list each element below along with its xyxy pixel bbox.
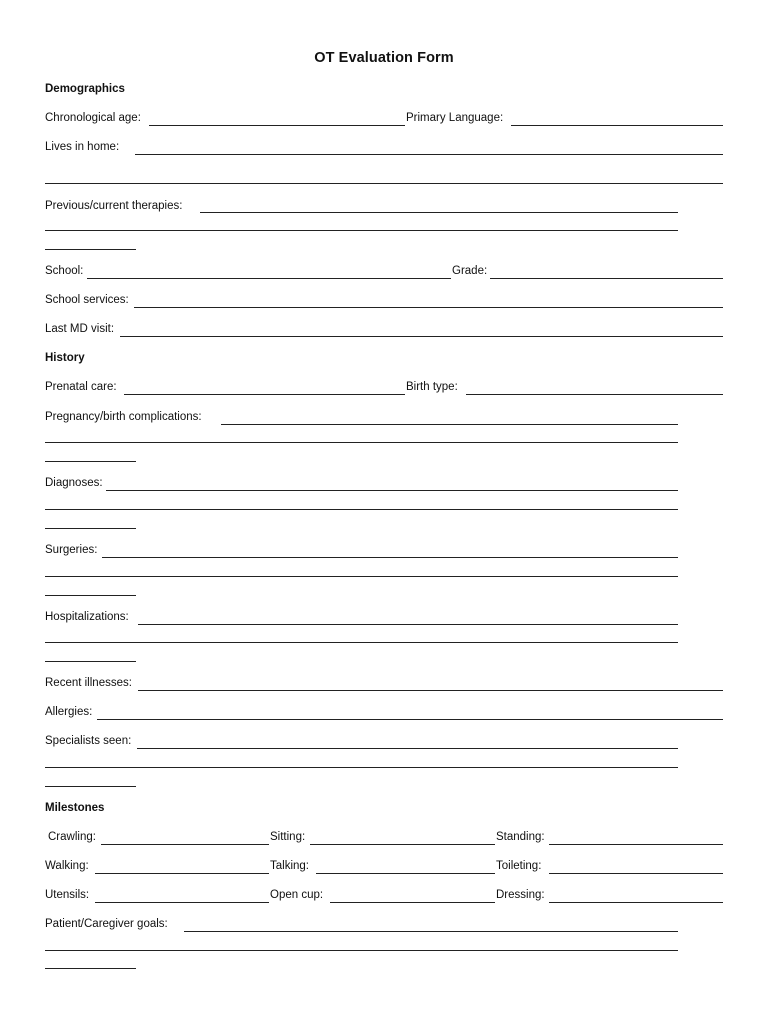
section-heading-history: History <box>45 352 85 364</box>
crawling-label: Crawling: <box>48 831 96 843</box>
school-field[interactable] <box>87 278 451 279</box>
lives-in-home-field-continued[interactable] <box>45 183 723 184</box>
goals-field-line-3[interactable] <box>45 968 136 969</box>
dressing-field[interactable] <box>549 902 723 903</box>
toileting-field[interactable] <box>549 873 723 874</box>
specialists-seen-field-line-2[interactable] <box>45 767 678 768</box>
school-services-field[interactable] <box>134 307 723 308</box>
previous-therapies-field[interactable] <box>200 212 678 213</box>
allergies-label: Allergies: <box>45 706 93 718</box>
primary-language-label: Primary Language: <box>406 112 504 124</box>
sitting-field[interactable] <box>310 844 495 845</box>
birth-type-label: Birth type: <box>406 381 458 393</box>
recent-illnesses-field[interactable] <box>138 690 723 691</box>
form-title: OT Evaluation Form <box>314 50 454 66</box>
surgeries-field-line-2[interactable] <box>45 576 678 577</box>
allergies-field[interactable] <box>97 719 723 720</box>
standing-label: Standing: <box>496 831 545 843</box>
grade-label: Grade: <box>452 265 488 277</box>
pregnancy-complications-label: Pregnancy/birth complications: <box>45 411 202 423</box>
primary-language-field[interactable] <box>511 125 723 126</box>
specialists-seen-label: Specialists seen: <box>45 735 132 747</box>
pregnancy-complications-field-line-3[interactable] <box>45 461 136 462</box>
talking-field[interactable] <box>316 873 495 874</box>
surgeries-field-line-3[interactable] <box>45 595 136 596</box>
hospitalizations-label: Hospitalizations: <box>45 611 129 623</box>
section-heading-demographics: Demographics <box>45 83 125 95</box>
goals-label: Patient/Caregiver goals: <box>45 918 168 930</box>
specialists-seen-field-line-3[interactable] <box>45 786 136 787</box>
dressing-label: Dressing: <box>496 889 545 901</box>
walking-field[interactable] <box>95 873 269 874</box>
diagnoses-label: Diagnoses: <box>45 477 103 489</box>
school-label: School: <box>45 265 84 277</box>
school-services-label: School services: <box>45 294 129 306</box>
pregnancy-complications-field[interactable] <box>221 424 678 425</box>
toileting-label: Toileting: <box>496 860 542 872</box>
previous-therapies-field-line-3[interactable] <box>45 249 136 250</box>
crawling-field[interactable] <box>101 844 269 845</box>
hospitalizations-field-line-2[interactable] <box>45 642 678 643</box>
hospitalizations-field[interactable] <box>138 624 678 625</box>
utensils-label: Utensils: <box>45 889 90 901</box>
surgeries-field[interactable] <box>102 557 678 558</box>
talking-label: Talking: <box>270 860 309 872</box>
open-cup-label: Open cup: <box>270 889 324 901</box>
specialists-seen-field[interactable] <box>137 748 678 749</box>
birth-type-field[interactable] <box>466 394 723 395</box>
lives-in-home-field[interactable] <box>135 154 723 155</box>
diagnoses-field-line-3[interactable] <box>45 528 136 529</box>
grade-field[interactable] <box>490 278 723 279</box>
last-md-visit-label: Last MD visit: <box>45 323 115 335</box>
sitting-label: Sitting: <box>270 831 306 843</box>
utensils-field[interactable] <box>95 902 269 903</box>
chronological-age-field[interactable] <box>149 125 405 126</box>
lives-in-home-label: Lives in home: <box>45 141 120 153</box>
standing-field[interactable] <box>549 844 723 845</box>
goals-field[interactable] <box>184 931 678 932</box>
chronological-age-label: Chronological age: <box>45 112 141 124</box>
last-md-visit-field[interactable] <box>120 336 723 337</box>
prenatal-care-label: Prenatal care: <box>45 381 117 393</box>
recent-illnesses-label: Recent illnesses: <box>45 677 132 689</box>
open-cup-field[interactable] <box>330 902 495 903</box>
section-heading-milestones: Milestones <box>45 802 105 814</box>
surgeries-label: Surgeries: <box>45 544 98 556</box>
previous-therapies-label: Previous/current therapies: <box>45 200 183 212</box>
diagnoses-field-line-2[interactable] <box>45 509 678 510</box>
diagnoses-field[interactable] <box>106 490 678 491</box>
walking-label: Walking: <box>45 860 89 872</box>
hospitalizations-field-line-3[interactable] <box>45 661 136 662</box>
prenatal-care-field[interactable] <box>124 394 405 395</box>
pregnancy-complications-field-line-2[interactable] <box>45 442 678 443</box>
goals-field-line-2[interactable] <box>45 950 678 951</box>
previous-therapies-field-line-2[interactable] <box>45 230 678 231</box>
